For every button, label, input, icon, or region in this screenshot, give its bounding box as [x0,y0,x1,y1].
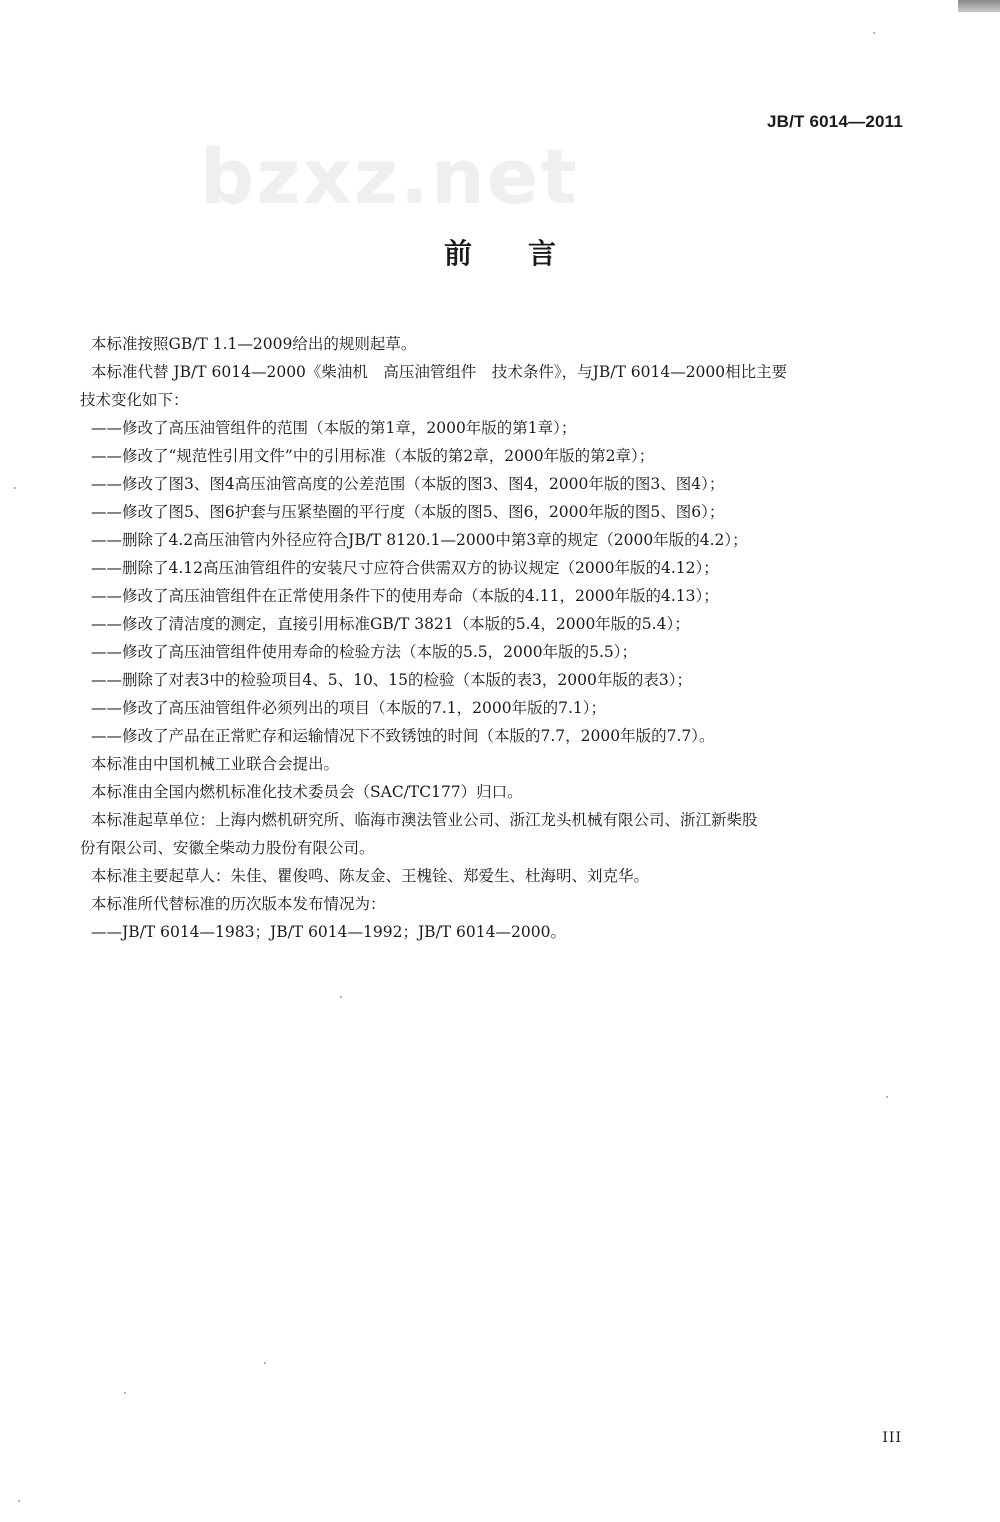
scan-edge-shadow [958,0,1000,12]
watermark: bzxz.net [200,132,579,221]
change-list-item: ——修改了高压油管组件的范围（本版的第1章，2000年版的第1章）； [91,419,577,437]
paragraph: 本标准所代替标准的历次版本发布情况为： [91,895,386,913]
paragraph: 本标准由中国机械工业联合会提出。 [91,755,340,773]
paragraph-continuation: 份有限公司、安徽全柴动力股份有限公司。 [80,839,375,857]
change-list-item: ——修改了图5、图6护套与压紧垫圈的平行度（本版的图5、图6，2000年版的图5、图6）； [91,503,725,521]
change-list-item: ——修改了高压油管组件使用寿命的检验方法（本版的5.5，2000年版的5.5）； [91,643,637,661]
change-list-item: ——删除了4.12高压油管组件的安装尺寸应符合供需双方的协议规定（2000年版的4.12）； [91,559,719,577]
paragraph: 本标准主要起草人：朱佳、瞿俊鸣、陈友金、王槐铨、郑爱生、杜海明、刘克华。 [91,867,650,885]
change-list-item: ——修改了清洁度的测定，直接引用标准GB/T 3821（本版的5.4，2000年版的5.4）； [91,615,690,633]
paragraph: 本标准起草单位：上海内燃机研究所、临海市澳法管业公司、浙江龙头机械有限公司、浙江新柴股 [91,811,758,829]
paragraph-continuation: 技术变化如下： [80,391,189,409]
change-list-item: ——修改了产品在正常贮存和运输情况下不致锈蚀的时间（本版的7.7，2000年版的7.7）。 [91,727,715,745]
paragraph: 本标准代替 JB/T 6014—2000《柴油机 高压油管组件 技术条件》，与JB/T 6014—2000相比主要 [91,363,788,381]
preface-body [80,330,910,946]
paragraph: 本标准由全国内燃机标准化技术委员会（SAC/TC177）归口。 [91,783,523,801]
scan-speck [886,1096,888,1098]
page-title: 前言 [443,237,612,270]
scan-speck [340,996,342,998]
scan-speck [14,487,16,489]
change-list-item: ——修改了“规范性引用文件”中的引用标准（本版的第2章，2000年版的第2章）； [91,447,655,465]
page-number: III [882,1430,902,1446]
change-list-item: ——修改了图3、图4高压油管高度的公差范围（本版的图3、图4，2000年版的图3、图4）； [91,475,725,493]
change-list-item: ——删除了4.2高压油管内外径应符合JB/T 8120.1—2000中第3章的规定（2000年版的4.2）； [91,531,748,549]
scan-speck [264,1362,266,1364]
scan-speck [873,32,875,34]
scan-speck [124,1392,126,1394]
standard-code: JB/T 6014—2011 [766,112,903,131]
change-list-item: ——删除了对表3中的检验项目4、5、10、15的检验（本版的表3，2000年版的表3）； [91,671,692,689]
scan-speck [18,1500,20,1502]
change-list-item: ——修改了高压油管组件必须列出的项目（本版的7.1，2000年版的7.1）； [91,699,606,717]
change-list-item: ——修改了高压油管组件在正常使用条件下的使用寿命（本版的4.11，2000年版的4.13）； [91,587,719,605]
version-list-item: ——JB/T 6014—1983；JB/T 6014—1992；JB/T 6014—2000。 [91,923,566,941]
paragraph: 本标准按照GB/T 1.1—2009给出的规则起草。 [91,335,417,353]
